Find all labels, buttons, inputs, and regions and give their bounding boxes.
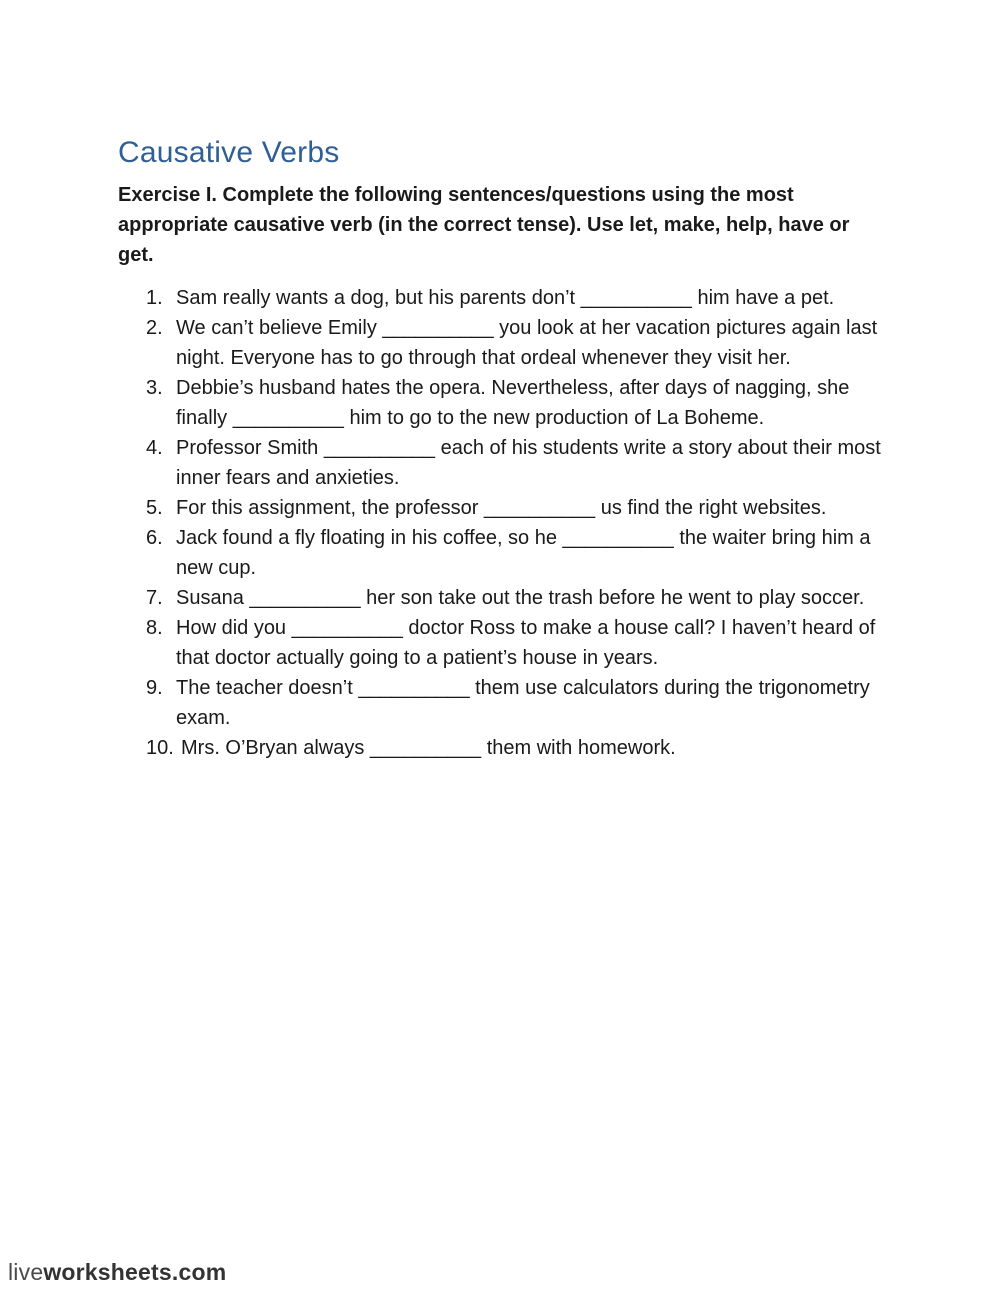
exercise-item [146, 583, 886, 613]
item-text: Sam really wants a dog, but his parents don’t __________ him have a pet. [176, 287, 835, 309]
exercise-item [146, 433, 886, 493]
item-text: Jack found a fly floating in his coffee, so he __________ the waiter bring him a new cup. [176, 527, 871, 579]
item-text: We can’t believe Emily __________ you look at her vacation pictures again last night. Everyone has to go through that ordeal whenever they visit her. [176, 317, 878, 369]
exercise-item [146, 313, 886, 373]
item-number: 1. [146, 287, 163, 309]
item-number: 7. [146, 587, 163, 609]
item-number: 8. [146, 617, 163, 639]
page-title: Causative Verbs [118, 136, 340, 169]
item-text: Mrs. O’Bryan always __________ them with homework. [181, 737, 676, 759]
item-text: Susana __________ her son take out the trash before he went to play soccer. [176, 587, 865, 609]
item-number: 2. [146, 317, 163, 339]
item-text: The teacher doesn’t __________ them use calculators during the trigonometry exam. [176, 677, 870, 729]
item-number: 9. [146, 677, 163, 699]
item-text: Debbie’s husband hates the opera. Nevertheless, after days of nagging, she finally __________ him to go to the new production of La Boheme. [176, 377, 850, 429]
exercise-item [146, 493, 886, 523]
exercise-item [146, 613, 886, 673]
exercise-item [146, 673, 886, 733]
exercise-item [146, 523, 886, 583]
item-number: 10. [146, 737, 174, 759]
brand-bold-text: worksheets.com [43, 1259, 227, 1285]
exercise-item [146, 373, 886, 433]
item-number: 6. [146, 527, 163, 549]
exercise-instructions: Exercise I. Complete the following sentences/questions using the most appropriate causative verb (in the correct tense). Use let, make, help, have or get. [118, 184, 850, 266]
item-text: For this assignment, the professor __________ us find the right websites. [176, 497, 827, 519]
item-text: How did you __________ doctor Ross to make a house call? I haven’t heard of that doctor actually going to a patient’s house in years. [176, 617, 876, 669]
item-number: 5. [146, 497, 163, 519]
item-number: 4. [146, 437, 163, 459]
exercise-list [146, 283, 886, 763]
exercise-item [146, 283, 886, 313]
brand-light-text: live [8, 1259, 44, 1285]
exercise-item [146, 733, 886, 763]
item-number: 3. [146, 377, 163, 399]
liveworksheets-logo [8, 1259, 226, 1286]
item-text: Professor Smith __________ each of his students write a story about their most inner fears and anxieties. [176, 437, 881, 489]
